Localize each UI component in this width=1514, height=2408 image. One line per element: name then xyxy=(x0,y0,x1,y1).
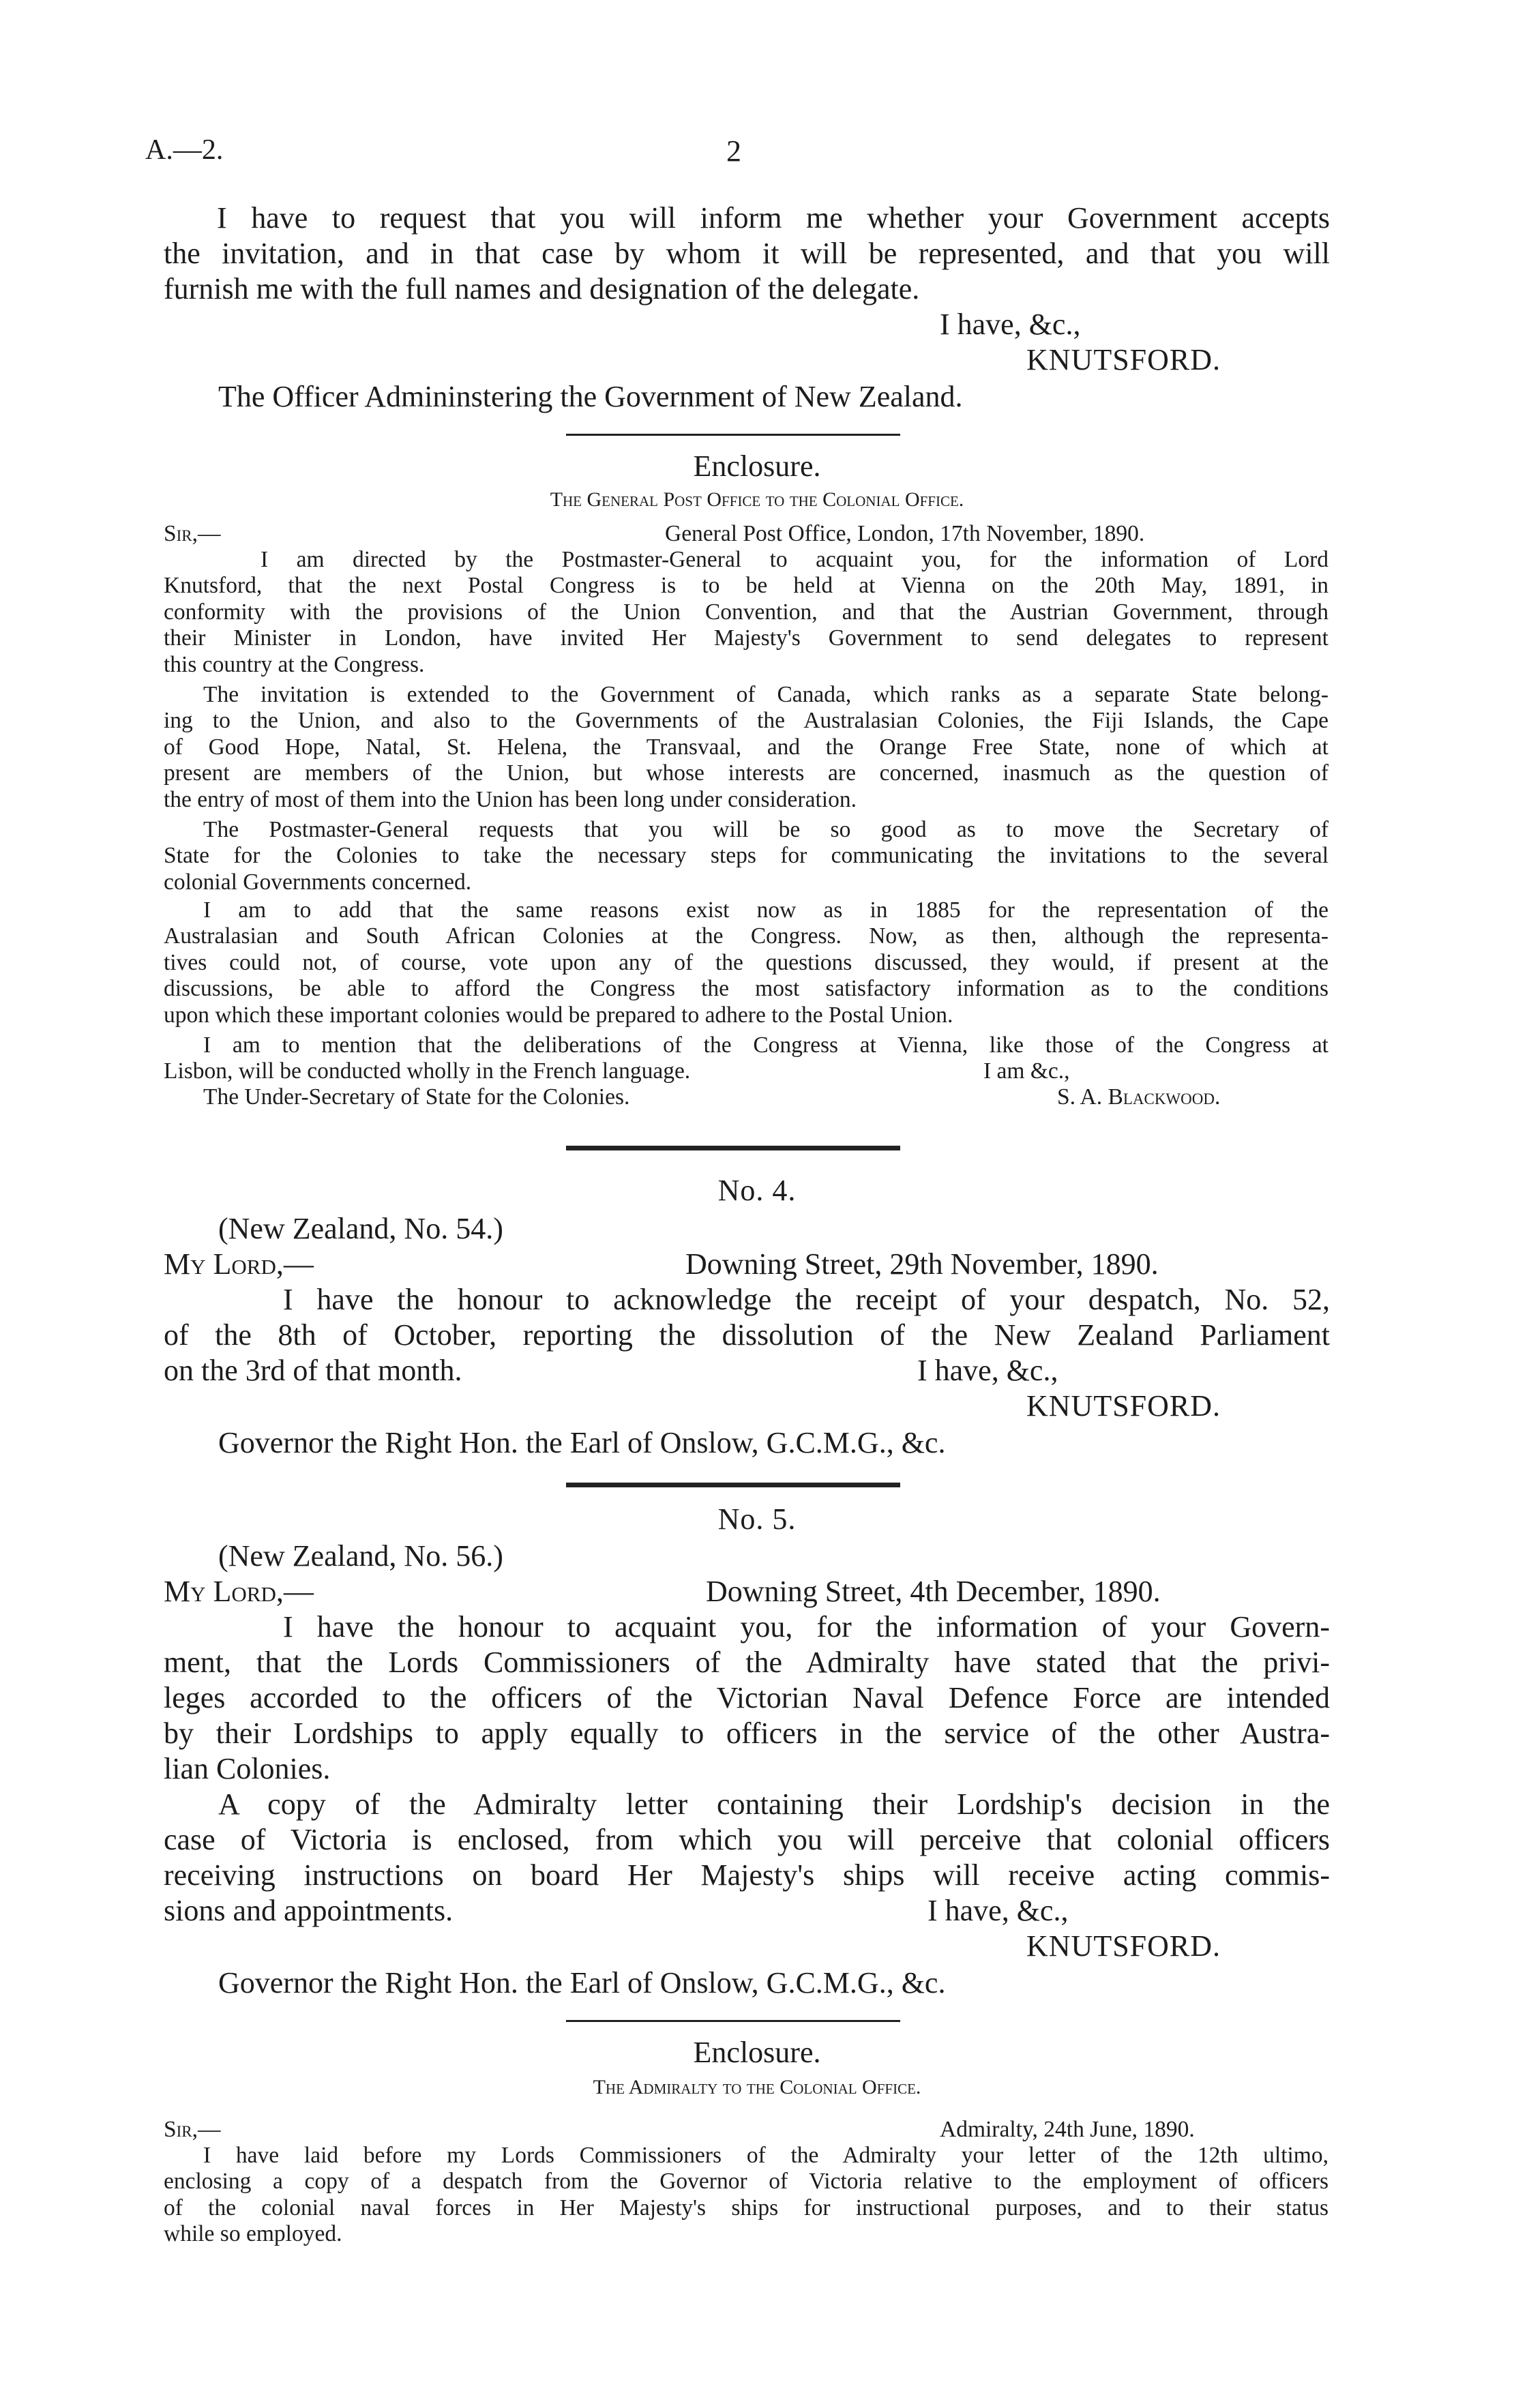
letter1-line: furnish me with the full names and designation of the delegate. xyxy=(164,272,920,306)
no4-heading: No. 4. xyxy=(717,1174,797,1207)
enclosure2-heading: Enclosure. xyxy=(693,2036,821,2069)
section-divider xyxy=(566,2020,900,2022)
section-divider xyxy=(566,1146,900,1150)
enclosure1-heading: Enclosure. xyxy=(693,449,821,483)
no4-addressee: Governor the Right Hon. the Earl of Onslow, G.C.M.G., &c. xyxy=(218,1426,946,1459)
letter1-closing: I have, &c., xyxy=(940,308,1081,341)
enclosure1-line: upon which these important colonies would be prepared to adhere to the Postal Union. xyxy=(164,1002,953,1028)
no5-line: ment, that the Lords Commissioners of the Admiralty have stated that the privi- xyxy=(164,1646,1330,1679)
letter1-line: the invitation, and in that case by whom it will be represented, and that you will xyxy=(164,237,1330,270)
enclosure2-body xyxy=(164,2169,1329,2248)
no5-body-p1 xyxy=(164,1645,1330,1787)
enclosure2-line: I have laid before my Lords Commissioners of the Admiralty your letter of the 12th ultimo, xyxy=(203,2143,1329,2168)
letter1-body xyxy=(164,236,1330,307)
no5-line: sions and appointments. xyxy=(164,1894,454,1927)
letter1-addressee: The Officer Admininstering the Government of New Zealand. xyxy=(218,380,963,413)
enclosure1-line: the entry of most of them into the Union has been long under consideration. xyxy=(164,786,857,812)
no5-addressee: Governor the Right Hon. the Earl of Onslow, G.C.M.G., &c. xyxy=(218,1966,946,2000)
enclosure1-line: discussions, be able to afford the Congress the most satisfactory information as to the conditions xyxy=(164,976,1329,1001)
enclosure1-place-date: General Post Office, London, 17th November, 1890. xyxy=(665,521,1145,546)
no4-line: I have the honour to acknowledge the receipt of your despatch, No. 52, xyxy=(283,1283,1330,1316)
no5-line: I have the honour to acquaint you, for the information of your Govern- xyxy=(283,1610,1330,1644)
enclosure1-closing: I am &c., xyxy=(983,1058,1070,1084)
no4-signature: KNUTSFORD. xyxy=(1026,1389,1221,1423)
no5-line: lian Colonies. xyxy=(164,1752,331,1785)
no5-heading: No. 5. xyxy=(717,1502,797,1536)
enclosure2-line: of the colonial naval forces in Her Majesty's ships for instructional purposes, and to their status xyxy=(164,2195,1329,2220)
enclosure1-line: ing to the Union, and also to the Governments of the Australasian Colonies, the Fiji Islands, the Cape xyxy=(164,708,1329,733)
enclosure1-body-p1 xyxy=(164,573,1329,678)
document-reference: A.—2. xyxy=(145,134,224,166)
enclosure1-line: this country at the Congress. xyxy=(164,651,425,677)
enclosure1-line: I am to add that the same reasons exist now as in 1885 for the representation of the xyxy=(203,897,1329,923)
enclosure1-line: Knutsford, that the next Postal Congress is to be held at Vienna on the 20th May, 1891, in xyxy=(164,573,1329,598)
enclosure1-line: of Good Hope, Natal, St. Helena, the Transvaal, and the Orange Free State, none of which at xyxy=(164,734,1329,760)
no5-line: A copy of the Admiralty letter containing their Lordship's decision in the xyxy=(218,1787,1330,1821)
no4-place-date: Downing Street, 29th November, 1890. xyxy=(685,1247,1159,1281)
enclosure1-addressee: The Under-Secretary of State for the Colonies. xyxy=(203,1084,630,1110)
no5-line: by their Lordships to apply equally to officers in the service of the other Austra- xyxy=(164,1716,1330,1750)
no4-salutation: My Lord,— xyxy=(164,1247,314,1281)
letter1-signature: KNUTSFORD. xyxy=(1026,343,1221,376)
enclosure1-body-p3 xyxy=(164,843,1329,895)
no4-line: of the 8th of October, reporting the dissolution of the New Zealand Parliament xyxy=(164,1318,1330,1352)
enclosure2-line: while so employed. xyxy=(164,2221,342,2246)
enclosure1-line: I am to mention that the deliberations of the Congress at Vienna, like those of the Congress at xyxy=(203,1032,1329,1058)
enclosure1-line: I am directed by the Postmaster-General to acquaint you, for the information of Lord xyxy=(261,547,1329,572)
no5-reference: (New Zealand, No. 56.) xyxy=(218,1539,503,1573)
section-divider xyxy=(566,434,900,436)
enclosure1-line: present are members of the Union, but whose interests are concerned, inasmuch as the question of xyxy=(164,760,1329,786)
enclosure1-line: The invitation is extended to the Government of Canada, which ranks as a separate State belong- xyxy=(203,682,1329,707)
enclosure1-line: colonial Governments concerned. xyxy=(164,869,472,895)
no4-body xyxy=(164,1318,1330,1353)
no5-signature: KNUTSFORD. xyxy=(1026,1929,1221,1963)
no5-body-p2 xyxy=(164,1822,1330,1893)
no4-line: on the 3rd of that month. xyxy=(164,1354,462,1387)
no5-salutation: My Lord,— xyxy=(164,1575,314,1608)
enclosure2-line: enclosing a copy of a despatch from the Governor of Victoria relative to the employment of officers xyxy=(164,2169,1329,2194)
page-number: 2 xyxy=(726,134,741,168)
no4-closing: I have, &c., xyxy=(917,1354,1058,1387)
letter1-line: I have to request that you will inform me whether your Government accepts xyxy=(217,201,1330,235)
no5-line: receiving instructions on board Her Majesty's ships will receive acting commis- xyxy=(164,1858,1330,1892)
no5-closing: I have, &c., xyxy=(927,1894,1069,1927)
enclosure1-salutation: Sir,— xyxy=(164,521,221,546)
no4-reference: (New Zealand, No. 54.) xyxy=(218,1212,503,1245)
enclosure1-line: conformity with the provisions of the Union Convention, and that the Austrian Government, through xyxy=(164,599,1329,625)
enclosure2-place-date: Admiralty, 24th June, 1890. xyxy=(940,2117,1195,2142)
enclosure1-line: Lisbon, will be conducted wholly in the French language. xyxy=(164,1058,691,1084)
enclosure1-body-p2 xyxy=(164,708,1329,813)
enclosure1-from-to: The General Post Office to the Colonial Office. xyxy=(550,488,964,511)
no5-place-date: Downing Street, 4th December, 1890. xyxy=(706,1575,1161,1608)
section-divider xyxy=(566,1483,900,1487)
enclosure1-signature: S. A. Blackwood. xyxy=(1057,1084,1221,1110)
enclosure1-line: The Postmaster-General requests that you will be so good as to move the Secretary of xyxy=(203,817,1329,842)
enclosure1-body-p4 xyxy=(164,923,1329,1028)
enclosure2-from-to: The Admiralty to the Colonial Office. xyxy=(593,2076,921,2098)
no5-line: case of Victoria is enclosed, from which you will perceive that colonial officers xyxy=(164,1823,1330,1856)
enclosure2-salutation: Sir,— xyxy=(164,2117,221,2142)
enclosure1-line: Australasian and South African Colonies at the Congress. Now, as then, although the representa- xyxy=(164,923,1329,949)
enclosure1-line: their Minister in London, have invited Her Majesty's Government to send delegates to represent xyxy=(164,625,1329,651)
enclosure1-line: State for the Colonies to take the necessary steps for communicating the invitations to the several xyxy=(164,843,1329,868)
no5-line: leges accorded to the officers of the Victorian Naval Defence Force are intended xyxy=(164,1681,1330,1714)
enclosure1-line: tives could not, of course, vote upon any of the questions discussed, they would, if present at the xyxy=(164,949,1329,975)
